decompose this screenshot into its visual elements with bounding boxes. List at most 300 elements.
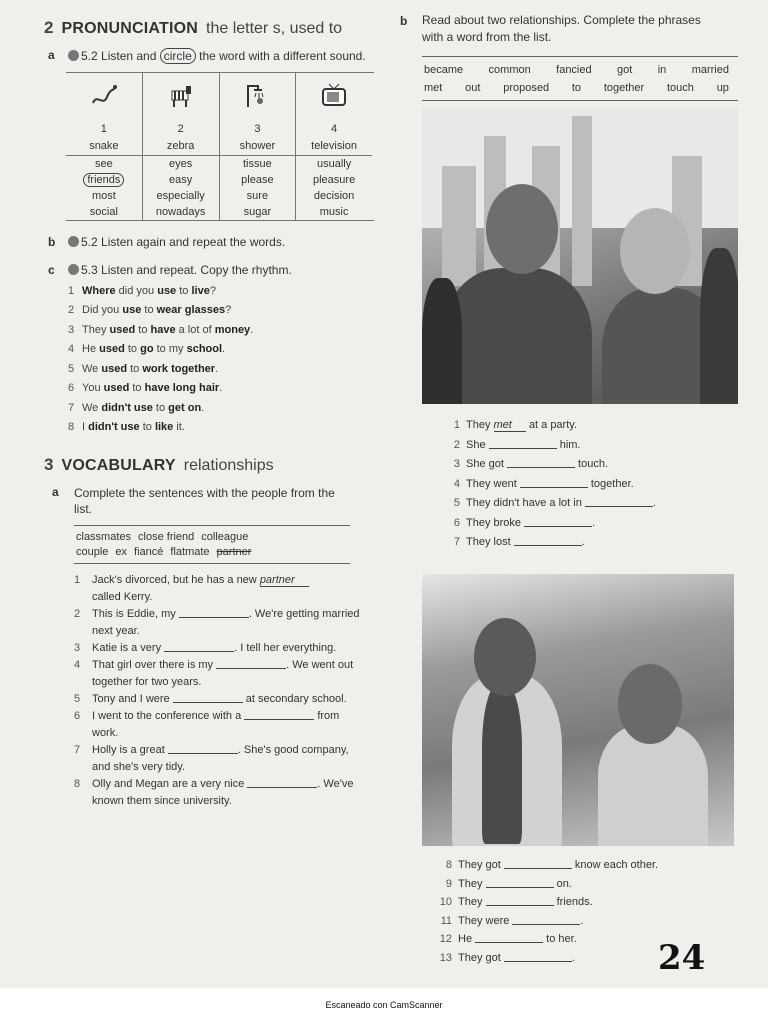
unstressed-text: Did you — [82, 304, 123, 317]
pronunciation-word: especially — [156, 190, 205, 202]
rhythm-sentence — [68, 398, 380, 418]
sentence-start: Katie is a very — [92, 642, 165, 654]
sentence-end: . We've — [317, 778, 354, 790]
section3-heading — [44, 455, 380, 475]
phrase-body — [466, 436, 580, 456]
sentence-start: That girl over there is my — [92, 659, 217, 671]
zebra-icon — [142, 73, 219, 121]
sentence-body — [92, 657, 353, 691]
sentence-body — [92, 691, 347, 708]
item-number: 4 — [74, 659, 81, 671]
item-number: 3 — [74, 642, 81, 654]
word-list-item: common — [488, 64, 531, 76]
pronunciation-word: usually — [316, 158, 352, 170]
sentence-end: . She's good company, — [237, 744, 349, 756]
phrase-item — [438, 436, 738, 456]
unstressed-text: . — [222, 343, 226, 356]
photo-couple-party — [422, 108, 738, 404]
pronunciation-word-cell[interactable] — [142, 204, 219, 220]
rhythm-sentence — [68, 359, 380, 379]
phrase-item — [438, 416, 738, 436]
phrase-body — [466, 514, 595, 534]
pronunciation-word-cell[interactable] — [219, 204, 296, 220]
unstressed-text: They — [82, 323, 110, 336]
column-sound-word: snake — [66, 137, 142, 156]
answer-blank[interactable] — [164, 640, 234, 652]
stressed-word: used — [99, 343, 125, 356]
pronunciation-word: please — [241, 174, 274, 186]
column-number: 1 — [66, 121, 142, 137]
section3b-letter: b — [400, 14, 408, 28]
unstressed-text: to my — [153, 343, 187, 356]
item-number: 1 — [68, 284, 75, 297]
stressed-word: like — [154, 421, 174, 434]
sentence-body — [92, 708, 339, 742]
unstressed-text: did you — [115, 284, 158, 297]
unstressed-text: it. — [173, 421, 185, 434]
sentence-text — [82, 382, 222, 394]
item-number: 5 — [68, 362, 75, 375]
word-list-item-used: partner — [216, 546, 252, 558]
gap-fill-sentence — [74, 742, 380, 776]
phrase-item — [438, 494, 738, 514]
phrase-body — [458, 949, 575, 968]
item-number: 7 — [68, 401, 75, 414]
sentence-end: . I tell her everything. — [234, 642, 337, 654]
word-list-item: got — [617, 64, 633, 76]
phrase-end: friends. — [553, 896, 593, 908]
answer-blank[interactable] — [507, 456, 575, 468]
scanner-footer: Escaneado con CamScanner — [325, 1000, 443, 1010]
gap-fill-sentence — [74, 572, 380, 606]
section3b — [400, 12, 742, 101]
pronunciation-word-cell[interactable] — [296, 188, 372, 204]
item-number: 1 — [74, 574, 81, 586]
phrase-start: They were — [458, 914, 513, 927]
section2c-letter: c — [48, 263, 55, 277]
column-sound-word: television — [296, 137, 372, 156]
pronunciation-word-cell[interactable] — [142, 172, 219, 188]
pronunciation-word: eyes — [169, 158, 193, 170]
phrase-end: . — [571, 951, 575, 964]
rhythm-sentence-list — [68, 281, 380, 437]
word-list-item: fancied — [556, 64, 592, 76]
word-list-item: touch — [666, 82, 694, 94]
answer-blank[interactable]: partner — [260, 574, 309, 587]
item-number: 2 — [68, 304, 75, 317]
sentence-end: from — [314, 710, 340, 722]
phrase-end: on. — [553, 877, 572, 890]
phrase-item — [438, 475, 738, 495]
word-list-item: close friend — [138, 531, 195, 543]
stressed-word: used — [101, 362, 128, 375]
phrase-body — [458, 875, 572, 894]
section3-title: VOCABULARY — [61, 457, 176, 474]
sentence-body — [92, 742, 349, 776]
unstressed-text: ? — [225, 304, 232, 317]
phrase-body — [458, 912, 583, 931]
sentence-body — [92, 776, 353, 810]
pronunciation-word: pleasure — [313, 174, 356, 186]
unstressed-text: We — [82, 362, 102, 375]
phrase-body — [458, 893, 593, 912]
phrase-body — [466, 494, 656, 514]
sentence-body — [92, 640, 336, 657]
phrase-start: They got — [458, 951, 504, 964]
item-number: 5 — [74, 693, 81, 705]
pronunciation-word: most — [91, 190, 116, 202]
audio-track: 5.3 — [81, 263, 98, 277]
phrase-start: They — [458, 877, 486, 890]
item-number: 3 — [68, 323, 75, 336]
answer-blank[interactable] — [168, 742, 238, 754]
phrase-end: . — [581, 536, 585, 548]
pronunciation-word-cell[interactable] — [296, 156, 372, 173]
answer-blank[interactable] — [489, 437, 557, 449]
unstressed-text: . — [219, 382, 223, 395]
column-sound-word: shower — [219, 137, 296, 156]
unstressed-text: He — [82, 343, 100, 356]
phrase-end: at a party. — [525, 419, 578, 431]
pronunciation-table — [66, 73, 372, 220]
audio-icon[interactable] — [68, 264, 79, 275]
stressed-word: school — [186, 343, 223, 356]
sentence-end: at secondary school. — [242, 693, 347, 705]
item-number: 2 — [453, 438, 460, 451]
answer-blank[interactable] — [504, 950, 572, 962]
section3a — [44, 485, 380, 810]
item-number: 13 — [439, 951, 452, 964]
phrase-body — [466, 475, 634, 495]
item-number: 4 — [453, 477, 460, 490]
phrase-start: They lost — [466, 536, 514, 548]
pronunciation-word-cell[interactable] — [142, 188, 219, 204]
word-list-item: classmates — [76, 531, 132, 543]
phrase-item — [430, 912, 730, 931]
answer-blank[interactable] — [475, 931, 543, 943]
rhythm-sentence — [68, 418, 380, 438]
item-number: 7 — [74, 744, 81, 756]
item-number: 2 — [74, 608, 81, 620]
pronunciation-word-cell[interactable] — [66, 172, 142, 188]
unstressed-text: to — [124, 343, 141, 356]
item-number: 5 — [453, 497, 460, 509]
gap-fill-sentence — [74, 657, 380, 691]
word-list-item: met — [424, 82, 443, 94]
phrase-start: They didn't have a lot in — [466, 497, 585, 509]
answer-blank[interactable] — [504, 857, 572, 869]
section2-number: 2 — [44, 18, 54, 37]
pronunciation-word-cell[interactable] — [219, 188, 296, 204]
sentence-start: Tony and I were — [92, 693, 173, 705]
pronunciation-word: see — [94, 158, 113, 170]
answer-blank[interactable] — [512, 913, 580, 925]
section2a — [44, 48, 380, 64]
phrase-item — [430, 856, 730, 875]
sentence-text — [82, 343, 225, 355]
pronunciation-word: music — [319, 206, 349, 218]
sentence-text — [82, 363, 218, 375]
sentence-text — [82, 402, 204, 414]
gap-fill-sentence — [74, 691, 380, 708]
phrase-start: They — [458, 896, 486, 908]
word-list-item: out — [465, 82, 481, 94]
stressed-word: use — [157, 284, 177, 297]
audio-icon[interactable] — [68, 50, 79, 61]
pronunciation-word-cell[interactable] — [66, 188, 142, 204]
phrase-item — [438, 455, 738, 475]
item-number: 9 — [445, 877, 452, 890]
sentence-end: . We're getting married — [248, 608, 360, 620]
item-number: 7 — [453, 536, 460, 548]
stressed-word: go — [140, 343, 154, 356]
answer-blank[interactable] — [514, 534, 582, 546]
phrase-item — [430, 893, 730, 912]
stressed-word: Where — [82, 284, 116, 297]
answer-blank[interactable] — [486, 876, 554, 888]
answer-blank[interactable] — [585, 495, 653, 507]
phrase-body — [466, 533, 585, 553]
phrase-start: He — [458, 933, 476, 945]
stressed-word: didn't use — [101, 401, 153, 414]
section2b — [44, 235, 380, 249]
photo-couple-park — [422, 574, 734, 846]
section2-title: PRONUNCIATION — [61, 20, 198, 37]
gap-fill-sentence — [74, 708, 380, 742]
section2-heading — [44, 18, 380, 38]
section2a-instruction — [68, 48, 380, 64]
phrase-end: him. — [556, 438, 581, 451]
word-list-item: became — [424, 64, 464, 76]
section3a-letter: a — [52, 485, 59, 499]
sentence-continuation: together for two years. — [92, 676, 202, 688]
pronunciation-word: nowadays — [155, 206, 206, 218]
phrase-start: They broke — [466, 516, 525, 529]
word-list-item: married — [691, 64, 729, 76]
shower-icon — [219, 73, 296, 121]
phrase-item — [438, 533, 738, 553]
stressed-word: money — [214, 323, 251, 336]
sentence-body — [92, 572, 309, 606]
section3b-instruction: Read about two relationships. Complete the phrases with a word from the list. — [422, 13, 701, 44]
people-sentences — [74, 572, 380, 810]
pronunciation-word: social — [89, 206, 118, 218]
word-list-item: flatmate — [170, 546, 210, 558]
stressed-word: didn't use — [88, 421, 140, 434]
phrase-body — [458, 856, 658, 875]
sentence-text — [82, 285, 216, 297]
television-icon — [296, 73, 372, 121]
phrase-start: They — [466, 419, 494, 431]
phrase-body — [466, 416, 577, 436]
phrase-end: . — [652, 497, 656, 509]
phrase-body — [458, 930, 577, 949]
pronunciation-word-cell[interactable] — [66, 156, 142, 173]
word-list-item: fiancé — [134, 546, 164, 558]
unstressed-text: to — [176, 284, 192, 297]
sentence-continuation: and she's very tidy. — [92, 761, 185, 773]
rhythm-sentence — [68, 320, 380, 340]
pronunciation-word: sugar — [243, 206, 272, 218]
relationship-word-list — [422, 56, 738, 101]
rhythm-sentence — [68, 340, 380, 360]
section3-number: 3 — [44, 455, 54, 474]
word-list-item: up — [716, 82, 729, 94]
pronunciation-table-wrap — [66, 72, 374, 221]
pronunciation-word-cell[interactable] — [66, 204, 142, 220]
instruction-text: Listen and — [101, 49, 157, 63]
answer-blank[interactable] — [179, 606, 249, 618]
stressed-word: wear glasses — [156, 304, 226, 317]
unstressed-text: to — [129, 382, 145, 395]
column-number: 2 — [142, 121, 219, 137]
gap-fill-sentence — [74, 640, 380, 657]
pronunciation-word: decision — [313, 190, 355, 202]
section2b-instruction: Listen again and repeat the words. — [101, 235, 286, 249]
sentence-start: Holly is a great — [92, 744, 168, 756]
answer-blank[interactable] — [486, 894, 554, 906]
sentence-start: This is Eddie, my — [92, 608, 179, 620]
sentence-text — [82, 304, 231, 316]
sentence-text — [82, 421, 185, 433]
right-column — [400, 12, 742, 101]
column-number: 3 — [219, 121, 296, 137]
phrase-start: They got — [458, 859, 504, 871]
stressed-word: used — [109, 323, 136, 336]
answer-blank[interactable] — [244, 708, 314, 720]
column-sound-word: zebra — [142, 137, 219, 156]
pronunciation-word-cell[interactable] — [219, 156, 296, 173]
phrase-end: . — [580, 914, 584, 927]
unstressed-text: ? — [209, 284, 216, 297]
sentence-continuation: next year. — [92, 625, 140, 637]
unstressed-text: to — [141, 304, 157, 317]
sentence-text — [82, 324, 253, 336]
unstressed-text: to — [135, 323, 151, 336]
stressed-word: work together — [142, 362, 216, 375]
section3-subtitle: relationships — [183, 457, 274, 474]
section2c-instruction: Listen and repeat. Copy the rhythm. — [101, 263, 292, 277]
phrase-end: . — [592, 516, 596, 529]
sentence-end: . We went out — [286, 659, 354, 671]
gap-fill-sentence — [74, 606, 380, 640]
item-number: 10 — [439, 896, 452, 908]
item-number: 3 — [453, 458, 460, 470]
page-number: 24 — [658, 938, 706, 978]
rhythm-sentence — [68, 281, 380, 301]
sentence-continuation: work. — [92, 727, 119, 739]
word-list-item: to — [571, 82, 582, 94]
stressed-word: use — [122, 304, 142, 317]
word-list-item: colleague — [201, 531, 249, 543]
answer-blank[interactable] — [520, 476, 588, 488]
section2c — [44, 263, 380, 437]
unstressed-text: to — [152, 401, 169, 414]
unstressed-text: I — [82, 421, 89, 434]
word-list-item: ex — [115, 546, 128, 558]
phrase-item — [438, 514, 738, 534]
sentence-start: Jack's divorced, but he has a new — [92, 574, 260, 586]
pronunciation-word: friends — [83, 173, 124, 187]
answer-blank[interactable] — [216, 657, 286, 669]
item-number: 6 — [453, 516, 460, 529]
circled-word: circle — [160, 48, 196, 64]
unstressed-text: . — [201, 401, 205, 414]
item-number: 12 — [439, 933, 452, 945]
word-list-item: in — [657, 64, 667, 76]
item-number: 1 — [453, 419, 460, 431]
word-list-item: proposed — [503, 82, 550, 94]
sentence-body — [92, 606, 360, 640]
sentence-start: I went to the conference with a — [92, 710, 245, 722]
phrase-start: They went — [466, 477, 520, 490]
phrase-item — [430, 875, 730, 894]
phrase-start: She got — [466, 458, 507, 470]
answer-blank[interactable] — [173, 691, 243, 703]
item-number: 8 — [74, 778, 81, 790]
snake-icon — [66, 73, 142, 121]
sentence-continuation: called Kerry. — [92, 591, 153, 603]
instruction-text: the word with a different sound. — [199, 49, 366, 63]
column-number: 4 — [331, 123, 338, 135]
pronunciation-word: easy — [169, 174, 193, 186]
audio-track: 5.2 — [81, 49, 98, 63]
stressed-word: have — [150, 323, 176, 336]
word-list-item: together — [603, 82, 645, 94]
unstressed-text: to — [139, 421, 155, 434]
pronunciation-word: tissue — [243, 158, 272, 170]
unstressed-text: We — [82, 401, 102, 414]
unstressed-text: . — [250, 323, 254, 336]
phrase-end: to her. — [543, 933, 577, 945]
section3a-instruction: Complete the sentences with the people from the list. — [74, 486, 335, 516]
phrase-start: She — [466, 438, 489, 451]
rhythm-sentence — [68, 301, 380, 321]
item-number: 6 — [68, 382, 75, 395]
section2b-letter: b — [48, 235, 56, 249]
relationship-phrases-1 — [438, 416, 738, 553]
unstressed-text: . — [215, 362, 219, 375]
word-list-item: couple — [76, 546, 109, 558]
stressed-word: get on — [168, 401, 202, 414]
audio-icon[interactable] — [68, 236, 79, 247]
people-word-list — [74, 525, 350, 564]
item-number: 6 — [74, 710, 81, 722]
unstressed-text: You — [82, 382, 104, 395]
phrase-end: together. — [587, 477, 634, 490]
rhythm-sentence — [68, 379, 380, 399]
pronunciation-word-cell[interactable] — [219, 172, 296, 188]
pronunciation-word-cell[interactable] — [142, 156, 219, 173]
item-number: 4 — [68, 343, 75, 356]
answer-blank[interactable] — [524, 515, 592, 527]
item-number: 11 — [440, 914, 452, 927]
item-number: 8 — [445, 859, 452, 871]
gap-fill-sentence — [74, 776, 380, 810]
section2a-letter: a — [48, 48, 55, 62]
audio-track: 5.2 — [81, 235, 98, 249]
answer-blank[interactable]: met — [494, 419, 526, 432]
sentence-continuation: known them since university. — [92, 795, 232, 807]
phrase-body — [466, 455, 608, 475]
stressed-word: live — [191, 284, 210, 297]
unstressed-text: a lot of — [175, 323, 215, 336]
phrase-end: touch. — [574, 458, 609, 470]
pronunciation-word-cell[interactable] — [296, 172, 372, 188]
answer-blank[interactable] — [247, 776, 317, 788]
pronunciation-word-cell[interactable] — [296, 204, 372, 220]
sentence-start: Olly and Megan are a very nice — [92, 778, 248, 790]
